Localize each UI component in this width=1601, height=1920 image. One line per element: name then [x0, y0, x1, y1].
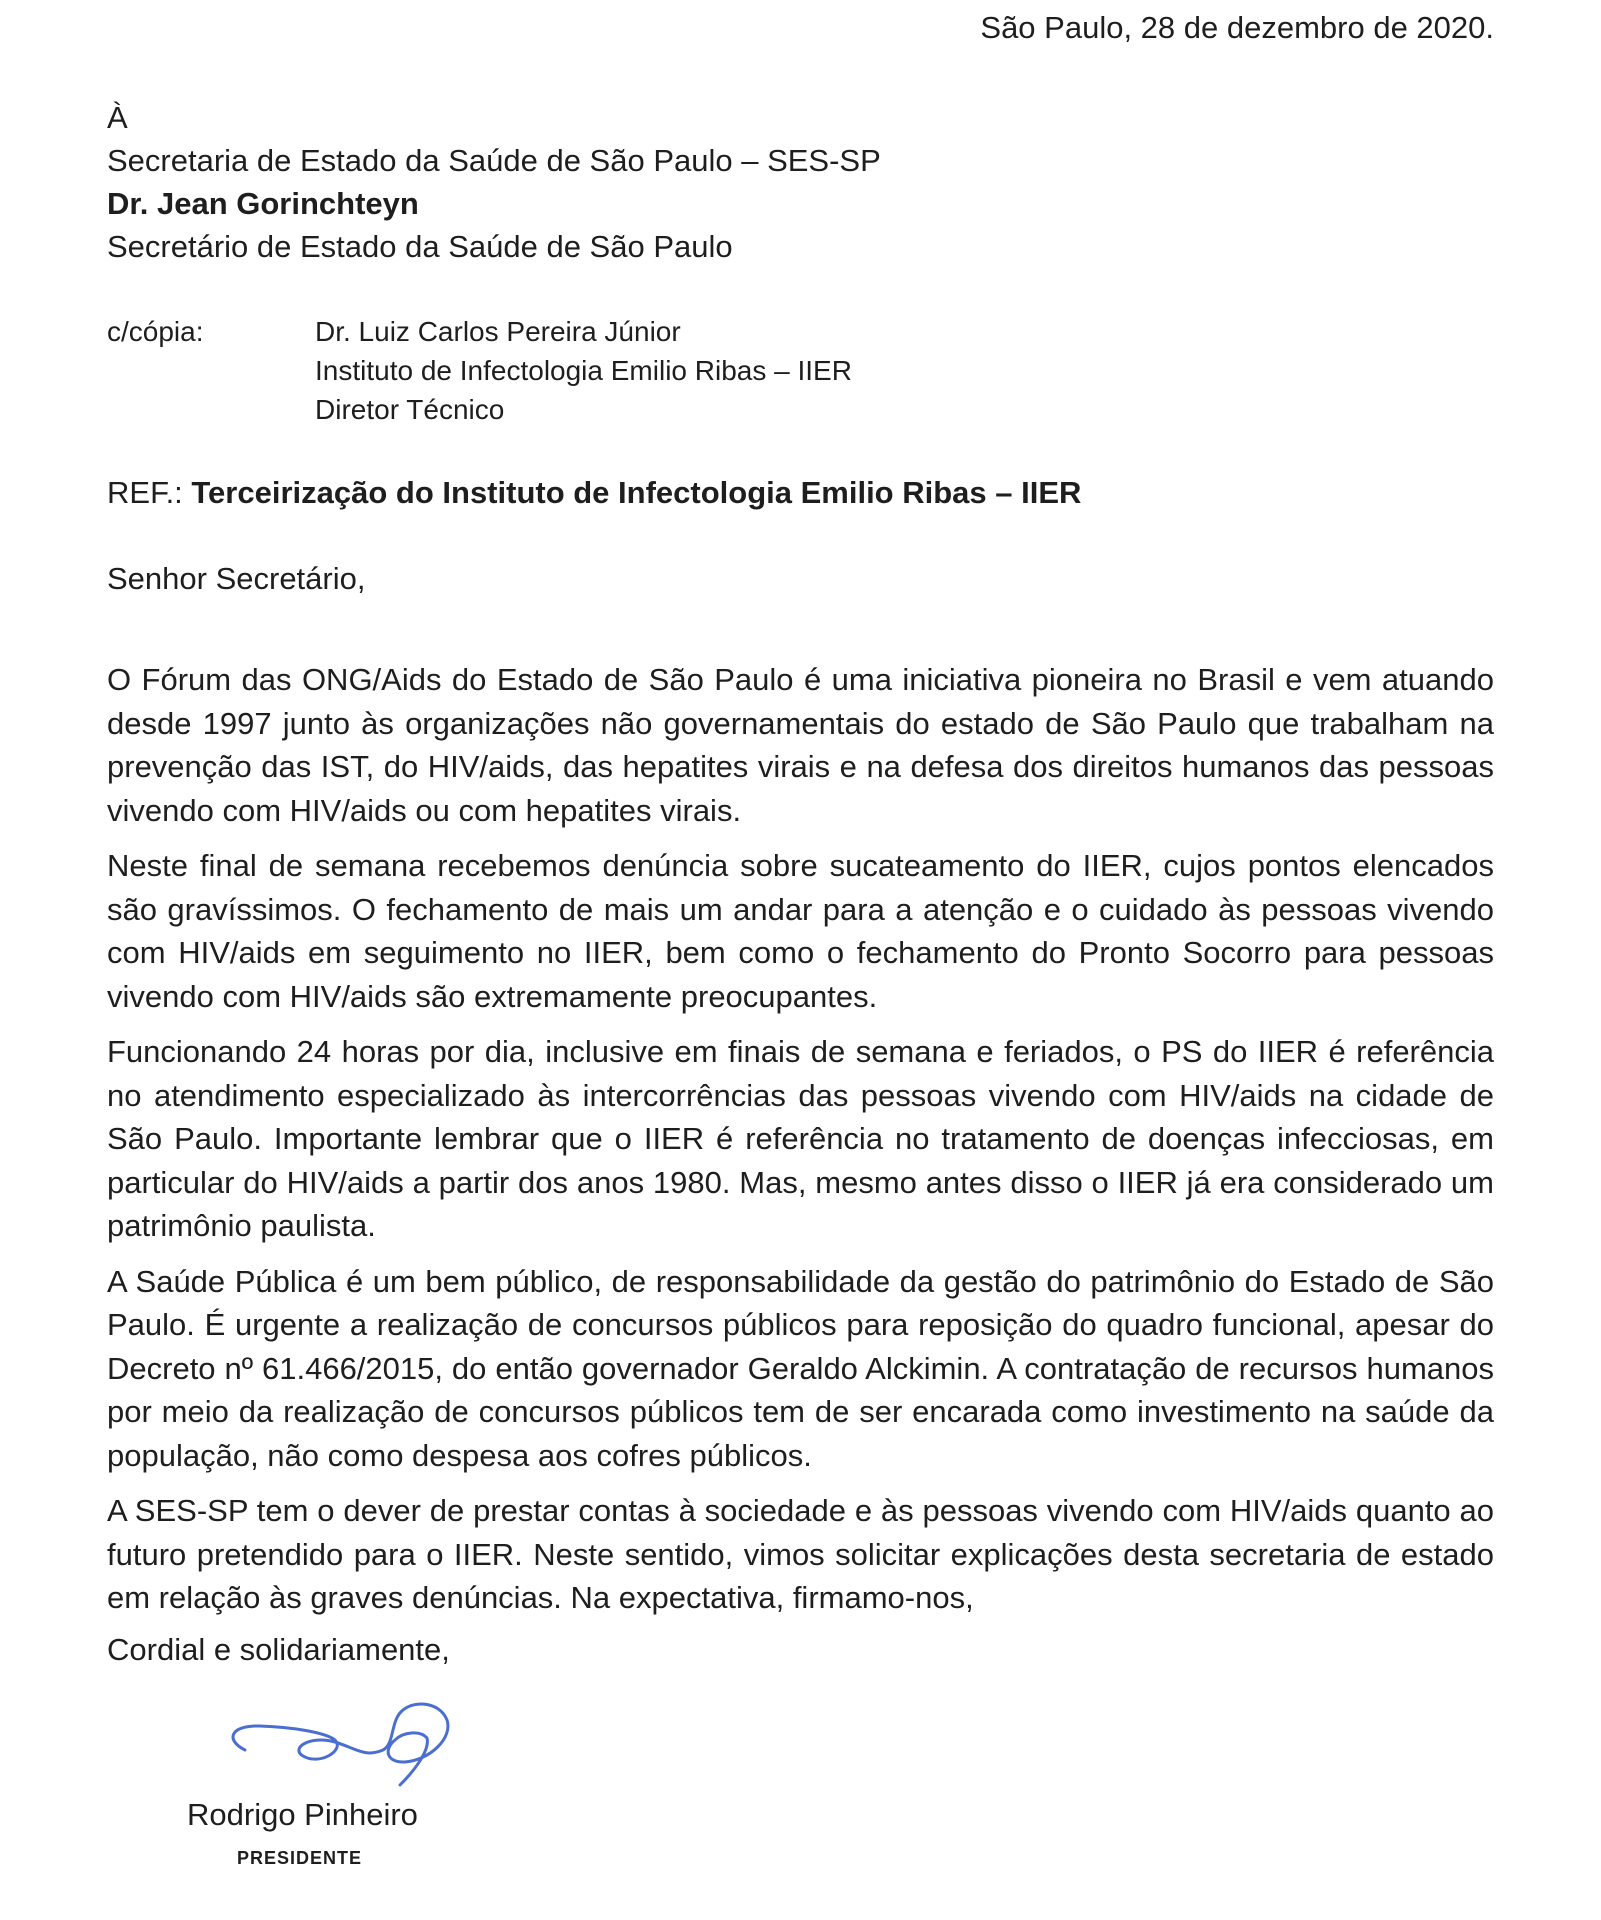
addressee-block	[107, 96, 881, 268]
signer-title: PRESIDENTE	[237, 1848, 363, 1868]
closing-line: Cordial e solidariamente,	[107, 1632, 450, 1667]
copy-institution: Instituto de Infectologia Emilio Ribas – IIER	[315, 355, 852, 386]
handwritten-signature	[215, 1680, 485, 1800]
body-paragraph: O Fórum das ONG/Aids do Estado de São Paulo é uma iniciativa pioneira no Brasil e vem atuando desde 1997 junto às organizações não governamentais do estado de São Paulo que trabalham na prevenção das IST, do HIV/aids, das hepatites virais e na defesa dos direitos humanos das pessoas vivendo com HIV/aids ou com hepatites virais.	[107, 662, 1494, 828]
salutation: Senhor Secretário,	[107, 561, 366, 596]
copy-recipient	[315, 312, 852, 429]
addressee-role: Secretário de Estado da Saúde de São Paulo	[107, 229, 733, 264]
reference-label: REF.:	[107, 475, 183, 510]
reference-subject: Terceirização do Instituto de Infectologia Emilio Ribas – IIER	[191, 475, 1082, 510]
addressee-name: Dr. Jean Gorinchteyn	[107, 186, 419, 221]
body-paragraph: A Saúde Pública é um bem público, de responsabilidade da gestão do patrimônio do Estado de São Paulo. É urgente a realização de concursos públicos para reposição do quadro funcional, apesar do Decreto nº 61.466/2015, do então governador Geraldo Alckimin. A contratação de recursos humanos por meio da realização de concursos públicos tem de ser encarada como investimento na saúde da população, não como despesa aos cofres públicos.	[107, 1263, 1494, 1473]
reference-line	[107, 475, 1081, 511]
letter-body	[107, 658, 1494, 1632]
body-paragraph: Funcionando 24 horas por dia, inclusive em finais de semana e feriados, o PS do IIER é referência no atendimento especializado às intercorrências das pessoas vivendo com HIV/aids na cidade de São Paulo. Importante lembrar que o IIER é referência no tratamento de doenças infecciosas, em particular do HIV/aids a partir dos anos 1980. Mas, mesmo antes disso o IIER já era considerado um patrimônio paulista.	[107, 1034, 1494, 1243]
addressee-organization: Secretaria de Estado da Saúde de São Paulo – SES-SP	[107, 143, 881, 178]
copy-name: Dr. Luiz Carlos Pereira Júnior	[315, 316, 681, 347]
body-paragraph: Neste final de semana recebemos denúncia sobre sucateamento do IIER, cujos pontos elencados são gravíssimos. O fechamento de mais um andar para a atenção e o cuidado às pessoas vivendo com HIV/aids em seguimento no IIER, bem como o fechamento do Pronto Socorro para pessoas vivendo com HIV/aids são extremamente preocupantes.	[107, 848, 1494, 1014]
letter-date: São Paulo, 28 de dezembro de 2020.	[980, 10, 1494, 45]
copy-label: c/cópia:	[107, 316, 204, 347]
addressee-prefix: À	[107, 100, 128, 135]
signer-name: Rodrigo Pinheiro	[187, 1797, 418, 1832]
copy-role: Diretor Técnico	[315, 394, 505, 425]
body-paragraph: A SES-SP tem o dever de prestar contas à sociedade e às pessoas vivendo com HIV/aids quanto ao futuro pretendido para o IIER. Neste sentido, vimos solicitar explicações desta secretaria de estado em relação às graves denúncias. Na expectativa, firmamo-nos,	[107, 1493, 1494, 1615]
